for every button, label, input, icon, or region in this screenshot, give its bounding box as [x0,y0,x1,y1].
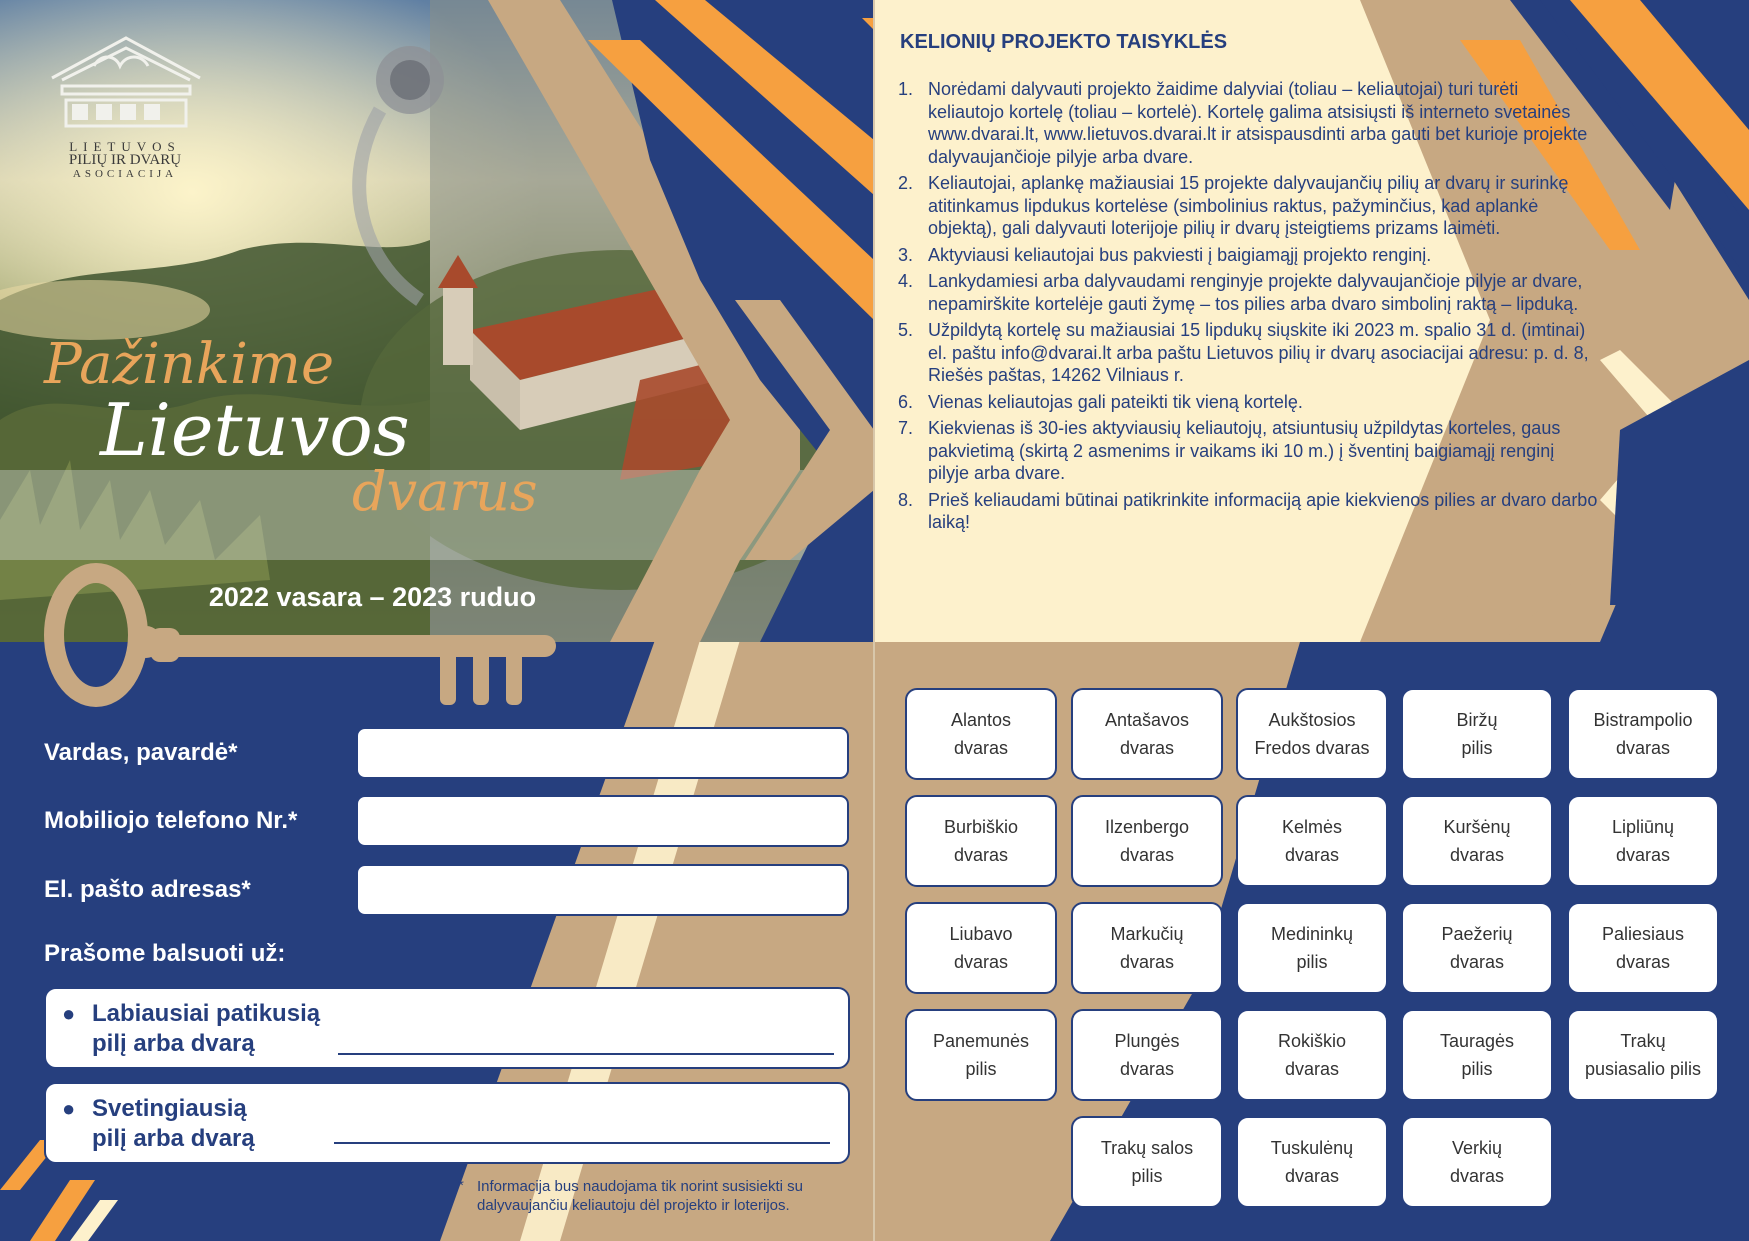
rule-number: 3. [898,244,914,265]
place-name: Trakų [1620,1031,1666,1051]
place-type: dvaras [1119,845,1175,865]
place-name: Lipliūnų [1611,817,1675,837]
rule-item [898,319,1598,387]
place-tile [1236,1009,1388,1101]
vote-hospitable-input[interactable] [334,1142,830,1144]
vote-hospitable-box [44,1082,850,1164]
rule-text: Norėdami dalyvauti projekto žaidime dalyviai (toliau – keliautojai) turi turėti keliautojo kortelę (toliau – kortelė). Kortelę galima atsisiųsti iš interneto svetainės www.dvarai.lt, www.lietuvos.dvarai.lt ir atsispausdinti arba gauti bet kurioje projekte dalyvaujančioje pilyje arba dvare. [928,79,1588,167]
rule-text: Lankydamiesi arba dalyvaudami renginyje projekte dalyvaujančioje pilyje ar dvare, nepamirškite kortelėje gauti žymę – tos pilies arba dvaro simbolinį raktą – lipduką. [928,271,1583,314]
place-tile [1401,902,1553,994]
place-tile [1071,688,1223,780]
place-tile [1071,795,1223,887]
phone-label: Mobiliojo telefono Nr.* [44,807,298,834]
place-name: Plungės [1114,1031,1180,1051]
place-tile [1236,902,1388,994]
cover-title-2: Lietuvos [100,388,410,472]
vote-favorite-line-1: Labiausiai patikusią [92,1000,321,1027]
place-tile [905,902,1057,994]
vote-hospitable-label [92,1094,255,1154]
place-type: dvaras [1449,845,1505,865]
place-type: pilis [1296,952,1328,972]
place-type: dvaras [1119,952,1175,972]
vote-hospitable-line-1: Svetingiausią [92,1095,247,1122]
name-label: Vardas, pavardė* [44,739,238,766]
place-tile [1567,688,1719,780]
place-name: Markučių [1110,924,1184,944]
vote-favorite-box [44,987,850,1069]
place-type: dvaras [1615,738,1671,758]
place-type: dvaras [1284,845,1340,865]
place-name: Paežerių [1441,924,1513,944]
place-name: Medininkų [1270,924,1354,944]
rule-text: Užpildytą kortelę su mažiausiai 15 lipdukų siųskite iki 2023 m. spalio 31 d. (imtinai) el. paštu info@dvarai.lt arba paštu Lietuvos pilių ir dvarų asociacijai adresu: p. d. 8, Riešės paštas, 14262 Vilniaus r. [928,320,1589,385]
rules-list [898,78,1598,538]
place-name: Biržų [1456,710,1498,730]
place-type: dvaras [953,738,1009,758]
rule-text: Keliautojai, aplankę mažiausiai 15 projekte dalyvaujančių pilių ar dvarų ir surinkę atitinkamus lipdukus kortelėse (simbolinius raktus, pažyminčius, kad aplankė objektą), gali dalyvauti loterijoje pilių ir dvarų įsteigtiems prizams laimėti. [928,173,1569,238]
place-tile [1236,1116,1388,1208]
place-name: Paliesiaus [1601,924,1685,944]
place-tile [1401,1009,1553,1101]
place-tile [1401,688,1553,780]
vote-favorite-input[interactable] [338,1053,834,1055]
bullet-icon: ● [62,1096,76,1121]
place-name: Kelmės [1281,817,1343,837]
rule-item [898,391,1598,414]
place-name: Panemunės [932,1031,1030,1051]
place-type: dvaras [1284,1166,1340,1186]
rule-text: Aktyviausi keliautojai bus pakviesti į baigiamąjį projekto renginį. [928,244,1432,265]
rule-item [898,489,1598,534]
place-tile [1236,795,1388,887]
logo-line-2: PILIŲ IR DVARŲ [68,152,182,168]
vote-heading: Prašome balsuoti už: [44,940,286,967]
place-tile [1071,1116,1223,1208]
place-name: Aukštosios [1268,710,1356,730]
logo-line-1: LIETUVOS [69,139,181,154]
place-name: Antašavos [1104,710,1190,730]
place-type: Fredos dvaras [1254,738,1370,758]
rule-number: 2. [898,173,914,193]
rule-text: Vienas keliautojas gali pateikti tik vieną kortelę. [928,391,1303,412]
vote-hospitable-line-2: pilį arba dvarą [92,1125,255,1152]
place-name: Tauragės [1439,1031,1515,1051]
place-name: Bistrampolio [1593,710,1693,730]
place-name: Verkių [1451,1138,1503,1158]
logo-line-3: ASOCIACIJA [72,168,178,180]
place-type: pilis [1131,1166,1163,1186]
place-name: Tuskulėnų [1270,1138,1354,1158]
place-tile [1401,1116,1553,1208]
rule-number: 8. [898,489,914,510]
place-tile [1567,795,1719,887]
place-tile [1236,688,1388,780]
place-name: Liubavo [949,924,1013,944]
privacy-note: Informacija bus naudojama tik norint susisiekti su dalyvaujančiu keliautoju dėl projekto ir loterijos. [477,1178,803,1214]
place-tile [905,1009,1057,1101]
place-tile [905,795,1057,887]
place-type: dvaras [1615,952,1671,972]
place-type: dvaras [1449,952,1505,972]
place-tile [1401,795,1553,887]
rule-number: 7. [898,418,914,438]
rule-number: 5. [898,320,914,340]
vote-favorite-label [92,999,320,1059]
place-type: pilis [1461,1059,1493,1079]
place-type: pilis [965,1059,997,1079]
rule-number: 1. [898,79,914,99]
place-name: Trakų salos [1100,1138,1194,1158]
rule-item [898,244,1598,267]
rule-item [898,172,1598,240]
cover-title-3: dvarus [352,460,538,523]
rule-number: 4. [898,271,914,291]
place-type: dvaras [1119,1059,1175,1079]
bullet-icon: ● [62,1001,76,1026]
place-tile [1567,1009,1719,1101]
rule-item [898,270,1598,315]
note-star: * [458,1177,464,1194]
name-field[interactable] [356,727,849,779]
place-name: Burbiškio [943,817,1019,837]
place-name: Kuršėnų [1443,817,1511,837]
vote-favorite-line-2: pilį arba dvarą [92,1030,255,1057]
place-tile [1071,1009,1223,1101]
place-tile [1071,902,1223,994]
phone-field[interactable] [356,795,849,847]
rule-item [898,78,1598,168]
rules-title: KELIONIŲ PROJEKTO TAISYKLĖS [900,31,1228,53]
place-type: dvaras [1449,1166,1505,1186]
place-type: dvaras [1284,1059,1340,1079]
cover-title-1: Pažinkime [44,332,335,397]
place-type: pusiasalio pilis [1584,1059,1702,1079]
rule-number: 6. [898,391,914,412]
email-label: El. pašto adresas* [44,876,251,903]
place-name: Rokiškio [1277,1031,1347,1051]
rule-item [898,417,1598,485]
rule-text: Kiekvienas iš 30-ies aktyviausių keliautojų, atsiuntusių užpildytas korteles, gaus pakvietimą (skirtą 2 asmenims ir vaikams iki 10 m.) į šventinį baigiamąjį renginį pilyje arba dvare. [928,418,1561,483]
place-tile [905,688,1057,780]
place-name: Ilzenbergo [1104,817,1190,837]
place-type: dvaras [1615,845,1671,865]
season-dates: 2022 vasara – 2023 ruduo [208,582,537,612]
place-name: Alantos [950,710,1012,730]
place-tile [1567,902,1719,994]
place-type: dvaras [953,952,1009,972]
rule-text: Prieš keliaudami būtinai patikrinkite informaciją apie kiekvienos pilies ar dvaro darbo laiką! [928,489,1598,532]
email-field[interactable] [356,864,849,916]
place-type: dvaras [1119,738,1175,758]
place-type: dvaras [953,845,1009,865]
place-type: pilis [1461,738,1493,758]
